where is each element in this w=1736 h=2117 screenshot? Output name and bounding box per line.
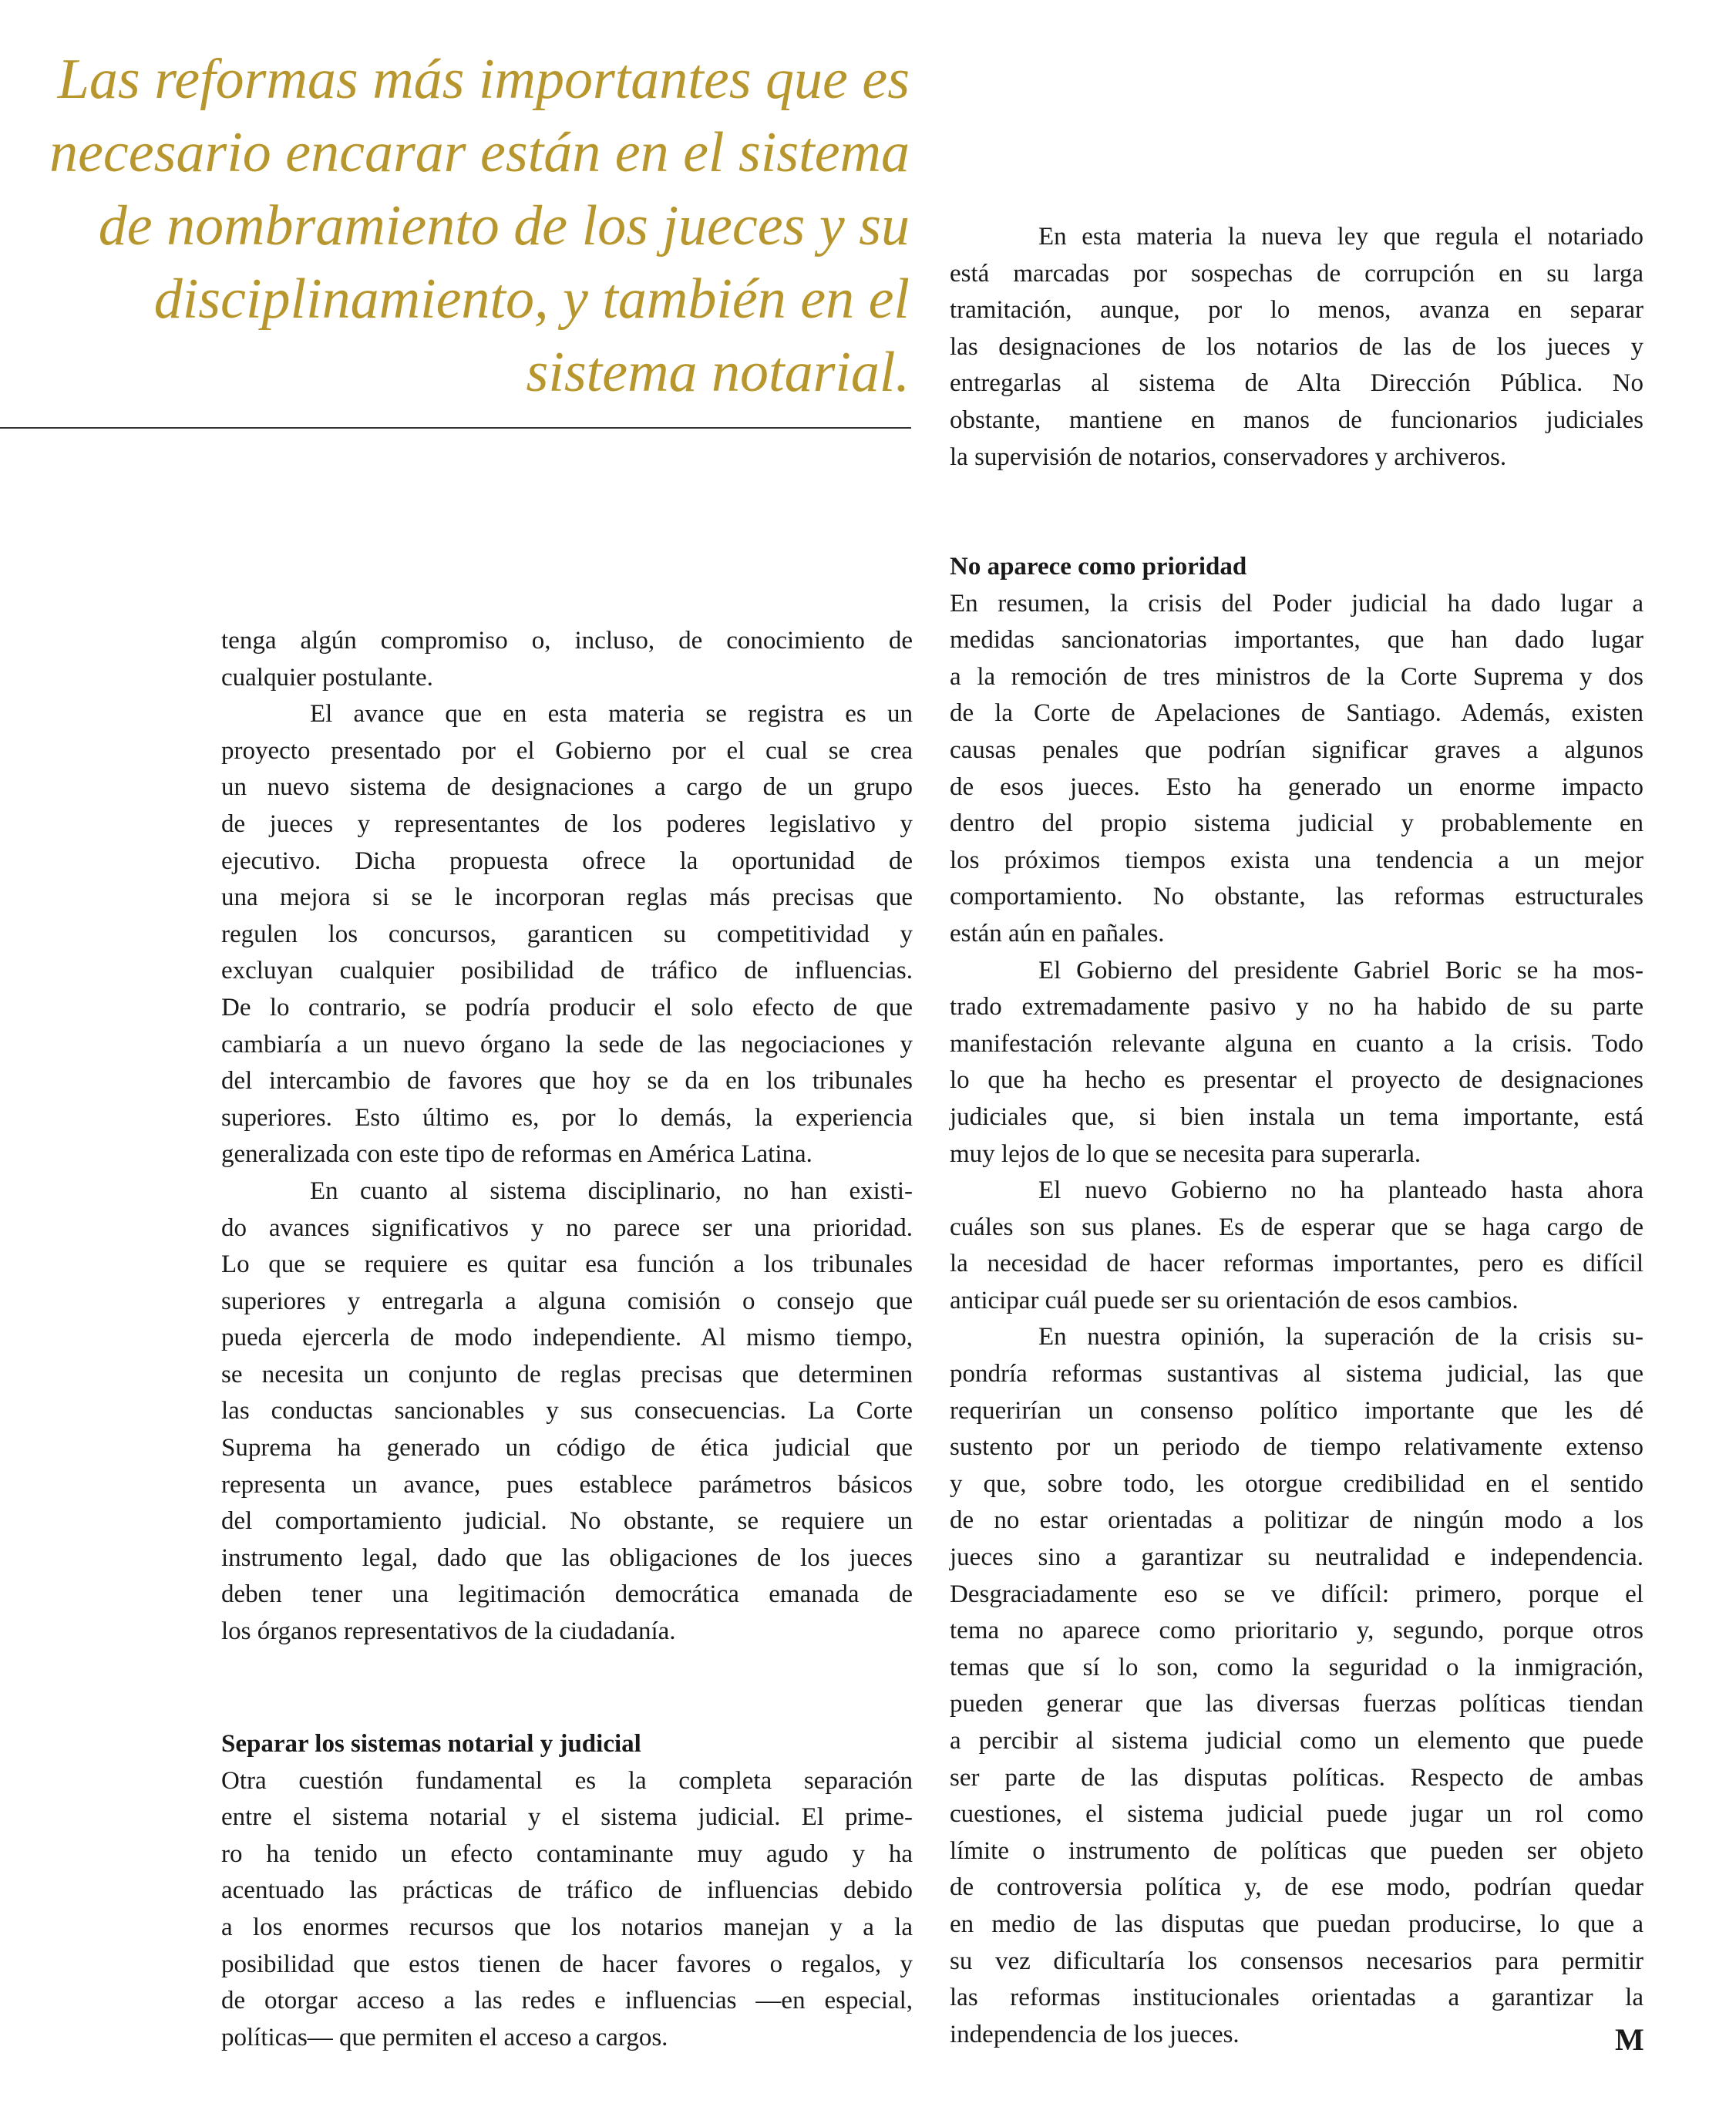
text-line: En nuestra opinión, la superación de la crisis su-: [1038, 1323, 1643, 1351]
right-column-top: [950, 219, 1643, 476]
text-line: El nuevo Gobierno no ha planteado hasta ahora: [1038, 1176, 1643, 1205]
text-line: anticipar cuál puede ser su orientación de esos cambios.: [950, 1286, 1519, 1314]
text-line: requerirían un consenso político importante que les dé: [950, 1396, 1643, 1425]
text-line: Desgraciadamente eso se ve difícil: primero, porque el: [950, 1580, 1643, 1608]
paragraph: [221, 1763, 913, 2057]
text-line: ro ha tenido un efecto contaminante muy agudo y ha: [221, 1839, 913, 1868]
text-line: acentuado las prácticas de tráfico de influencias debido: [221, 1876, 913, 1905]
text-line: pondría reformas sustantivas al sistema judicial, las que: [950, 1360, 1643, 1388]
text-line: posibilidad que estos tienen de hacer favores o regalos, y: [221, 1950, 913, 1978]
text-line: los órganos representativos de la ciudadanía.: [221, 1617, 676, 1646]
paragraph: [950, 219, 1643, 476]
text-line: un nuevo sistema de designaciones a cargo de un grupo: [221, 773, 913, 802]
text-line: pueda ejercerla de modo independiente. Al mismo tiempo,: [221, 1324, 913, 1352]
text-line: do avances significativos y no parece ser una prioridad.: [221, 1213, 913, 1242]
text-line: regulen los concursos, garanticen su competitividad y: [221, 920, 913, 948]
text-line: causas penales que podrían significar graves a algunos: [950, 735, 1643, 764]
text-line: cambiaría a un nuevo órgano la sede de las negociaciones y: [221, 1030, 913, 1058]
text-line: En esta materia la nueva ley que regula el notariado: [1038, 223, 1643, 251]
paragraph: [221, 623, 913, 696]
paragraph: [221, 1173, 913, 1651]
text-line: instrumento legal, dado que las obligaciones de los jueces: [221, 1543, 913, 1572]
text-line: la necesidad de hacer reformas importantes, pero es difícil: [950, 1250, 1643, 1278]
text-line: su vez dificultaría los consensos necesarios para permitir: [950, 1947, 1643, 1975]
paragraph: [950, 1319, 1643, 2053]
text-line: de esos jueces. Esto ha generado un enorme impacto: [950, 772, 1643, 801]
text-line: se necesita un conjunto de reglas precisas que determinen: [221, 1360, 913, 1388]
text-line: está marcadas por sospechas de corrupción en su larga: [950, 259, 1643, 288]
text-line: jueces sino a garantizar su neutralidad e independencia.: [950, 1543, 1643, 1572]
text-line: a la remoción de tres ministros de la Corte Suprema y dos: [950, 662, 1643, 691]
end-of-article-mark: M: [1615, 2022, 1644, 2057]
text-line: las designaciones de los notarios de las de los jueces y: [950, 332, 1643, 361]
left-column-bottom: [221, 1726, 913, 2056]
text-line: tramitación, aunque, por lo menos, avanza en separar: [950, 296, 1643, 325]
text-line: dentro del propio sistema judicial y probablemente en: [950, 809, 1643, 838]
paragraph: [950, 953, 1643, 1173]
text-line: del comportamiento judicial. No obstante, se requiere un: [221, 1507, 913, 1536]
text-line: manifestación relevante alguna en cuanto a la crisis. Todo: [950, 1029, 1643, 1058]
text-line: de la Corte de Apelaciones de Santiago. Además, existen: [950, 699, 1643, 728]
text-line: entre el sistema notarial y el sistema judicial. El prime-: [221, 1803, 913, 1832]
pull-quote: [31, 43, 910, 409]
pull-quote-line: disciplinamiento, y también en el: [153, 268, 910, 331]
text-line: tema no aparece como prioritario y, segundo, porque otros: [950, 1617, 1643, 1645]
pull-quote-line: Las reformas más importantes que es: [57, 48, 910, 111]
text-line: judiciales que, si bien instala un tema importante, está: [950, 1102, 1643, 1131]
left-column-top: [221, 623, 913, 1651]
text-line: la supervisión de notarios, conservadores y archiveros.: [950, 443, 1507, 471]
text-line: muy lejos de lo que se necesita para superarla.: [950, 1139, 1421, 1168]
text-line: Suprema ha generado un código de ética judicial que: [221, 1434, 913, 1462]
pull-quote-line: de nombramiento de los jueces y su: [98, 194, 910, 257]
text-line: pueden generar que las diversas fuerzas políticas tiendan: [950, 1690, 1643, 1718]
text-line: El avance que en esta materia se registra es un: [310, 700, 913, 729]
section-heading: Separar los sistemas notarial y judicial: [221, 1730, 641, 1758]
text-line: están aún en pañales.: [950, 919, 1165, 947]
text-line: a los enormes recursos que los notarios manejan y a la: [221, 1913, 913, 1941]
text-line: entregarlas al sistema de Alta Dirección Pública. No: [950, 369, 1643, 398]
text-line: proyecto presentado por el Gobierno por el cual se crea: [221, 736, 913, 765]
text-line: las conductas sancionables y sus consecuencias. La Corte: [221, 1397, 913, 1425]
text-line: representa un avance, pues establece parámetros básicos: [221, 1470, 913, 1499]
text-line: del intercambio de favores que hoy se da en los tribunales: [221, 1067, 913, 1096]
text-line: superiores y entregarla a alguna comisión o consejo que: [221, 1287, 913, 1315]
text-line: sustento por un periodo de tiempo relativamente extenso: [950, 1433, 1643, 1462]
divider-rule: [0, 427, 911, 429]
paragraph: [950, 586, 1643, 953]
text-line: límite o instrumento de políticas que pueden ser objeto: [950, 1836, 1643, 1865]
pull-quote-line: necesario encarar están en el sistema: [49, 121, 910, 184]
text-line: cualquier postulante.: [221, 663, 433, 692]
text-line: comportamiento. No obstante, las reformas estructurales: [950, 883, 1643, 911]
text-line: generalizada con este tipo de reformas en América Latina.: [221, 1140, 812, 1169]
text-line: medidas sancionatorias importantes, que han dado lugar: [950, 626, 1643, 655]
text-line: en medio de las disputas que puedan producirse, lo que a: [950, 1910, 1643, 1938]
text-line: En cuanto al sistema disciplinario, no han existi-: [310, 1176, 913, 1205]
text-line: cuáles son sus planes. Es de esperar que se haga cargo de: [950, 1213, 1643, 1241]
text-line: trado extremadamente pasivo y no ha habido de su parte: [950, 993, 1643, 1021]
text-line: ejecutivo. Dicha propuesta ofrece la oportunidad de: [221, 846, 913, 875]
right-column-main: [950, 549, 1643, 2053]
text-line: de jueces y representantes de los poderes legislativo y: [221, 809, 913, 838]
paragraph: [221, 696, 913, 1173]
text-line: El Gobierno del presidente Gabriel Boric se ha mos-: [1038, 956, 1643, 984]
text-line: ser parte de las disputas políticas. Respecto de ambas: [950, 1763, 1643, 1792]
pull-quote-line: sistema notarial.: [526, 341, 910, 404]
text-line: a percibir al sistema judicial como un elemento que puede: [950, 1727, 1643, 1755]
text-line: cuestiones, el sistema judicial puede jugar un rol como: [950, 1800, 1643, 1829]
text-line: Lo que se requiere es quitar esa función a los tribunales: [221, 1250, 913, 1279]
text-line: obstante, mantiene en manos de funcionarios judiciales: [950, 406, 1643, 434]
text-line: independencia de los jueces.: [950, 2020, 1240, 2048]
section-heading: No aparece como prioridad: [950, 553, 1247, 581]
text-line: las reformas institucionales orientadas a garantizar la: [950, 1984, 1643, 2012]
text-line: de otorgar acceso a las redes e influencias —en especial,: [221, 1987, 913, 2015]
text-line: temas que sí lo son, como la seguridad o la inmigración,: [950, 1653, 1643, 1681]
text-line: deben tener una legitimación democrática emanada de: [221, 1580, 913, 1609]
text-line: una mejora si se le incorporan reglas más precisas que: [221, 883, 913, 912]
text-line: políticas— que permiten el acceso a cargos.: [221, 2023, 668, 2051]
text-line: de no estar orientadas a politizar de ningún modo a los: [950, 1506, 1643, 1535]
text-line: y que, sobre todo, les otorgue credibilidad en el sentido: [950, 1469, 1643, 1498]
text-line: superiores. Esto último es, por lo demás, la experiencia: [221, 1103, 913, 1132]
text-line: los próximos tiempos exista una tendencia a un mejor: [950, 846, 1643, 874]
text-line: excluyan cualquier posibilidad de tráfico de influencias.: [221, 957, 913, 985]
text-line: Otra cuestión fundamental es la completa separación: [221, 1766, 913, 1795]
paragraph: [950, 1173, 1643, 1319]
text-line: En resumen, la crisis del Poder judicial ha dado lugar a: [950, 589, 1643, 618]
text-line: de controversia política y, de ese modo, podrían quedar: [950, 1873, 1643, 1902]
text-line: De lo contrario, se podría producir el solo efecto de que: [221, 993, 913, 1021]
text-line: tenga algún compromiso o, incluso, de conocimiento de: [221, 627, 913, 655]
text-line: lo que ha hecho es presentar el proyecto de designaciones: [950, 1066, 1643, 1095]
